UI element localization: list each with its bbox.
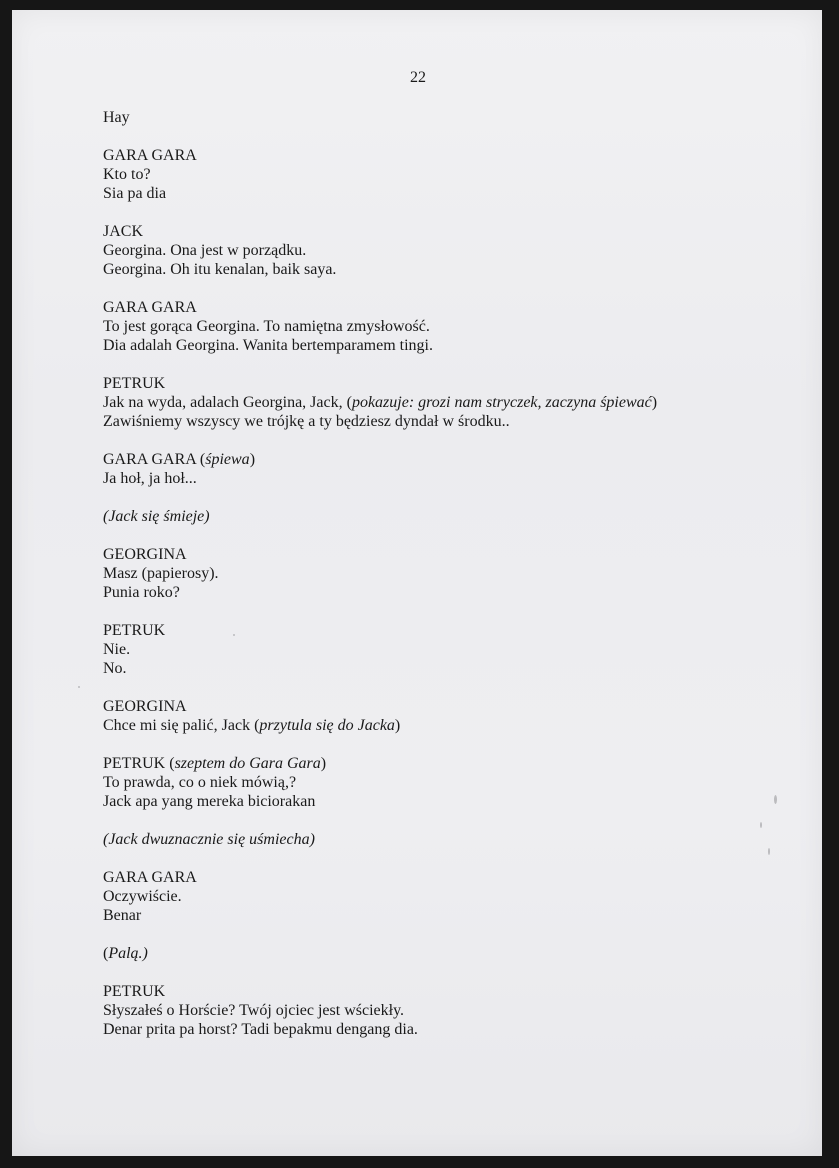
- stage-direction: (Jack dwuznacznie się uśmiecha): [103, 831, 315, 848]
- stage-direction: przytula się do Jacka: [259, 717, 395, 734]
- dialogue-line-with-direction: [103, 716, 803, 735]
- speaker-name: GARA GARA: [103, 869, 197, 886]
- dialogue-polish: Słyszałeś o Horście? Twój ojciec jest wściekły.: [103, 1002, 405, 1019]
- stage-direction: śpiewa: [205, 451, 250, 468]
- dialogue-polish: To prawda, co o niek mówią,?: [103, 774, 297, 791]
- dialogue-polish: To jest gorąca Georgina. To namiętna zmysłowość.: [103, 318, 430, 335]
- script-line-hay: [103, 108, 803, 127]
- dialogue-block-petruk-2: [103, 621, 803, 678]
- speaker-name: PETRUK: [103, 755, 166, 772]
- dialogue-polish: Oczywiście.: [103, 888, 182, 905]
- dialogue-block-petruk-3: [103, 754, 803, 811]
- dialogue-polish: Masz (papierosy).: [103, 565, 219, 582]
- scan-speck: [760, 822, 762, 828]
- stage-direction: (Jack się śmieje): [103, 508, 210, 525]
- speaker-name: PETRUK: [103, 375, 166, 392]
- stage-direction: pokazuje: grozi nam stryczek, zaczyna śpiewać: [351, 394, 652, 411]
- paren-open: (: [195, 451, 206, 468]
- stage-direction-block-2: [103, 830, 803, 849]
- speaker-line: [103, 754, 803, 773]
- dialogue-indonesian: Dia adalah Georgina. Wanita bertemparamem tingi.: [103, 337, 433, 354]
- paren-close: ): [249, 451, 256, 468]
- dialogue-indonesian: Sia pa dia: [103, 185, 167, 202]
- dialogue-block-gara-gara-2: [103, 298, 803, 355]
- dialogue-text: Chce mi się palić, Jack (: [103, 717, 260, 734]
- speaker-name: GEORGINA: [103, 698, 187, 715]
- speaker-name: PETRUK: [103, 622, 166, 639]
- scan-speck: [233, 634, 235, 636]
- dialogue-block-georgina-2: [103, 697, 803, 735]
- dialogue-polish: Ja hoł, ja hoł...: [103, 470, 197, 487]
- stage-direction-block-1: [103, 507, 803, 526]
- speaker-name: PETRUK: [103, 983, 166, 1000]
- dialogue-indonesian: Punia roko?: [103, 584, 180, 601]
- stage-direction-block-3: [103, 944, 803, 963]
- paren-open: (: [103, 945, 109, 962]
- paren-open: (: [165, 755, 175, 772]
- scan-speck: [774, 795, 777, 804]
- dialogue-block-gara-gara-4: [103, 868, 803, 925]
- dialogue-block-gara-gara-3: [103, 450, 803, 488]
- speaker-name: GEORGINA: [103, 546, 187, 563]
- dialogue-indonesian: Georgina. Oh itu kenalan, baik saya.: [103, 261, 337, 278]
- dialogue-indonesian: Jack apa yang mereka biciorakan: [103, 793, 316, 810]
- speaker-name: JACK: [103, 223, 144, 240]
- paren-close: ): [651, 394, 658, 411]
- speaker-name: GARA GARA: [103, 299, 197, 316]
- document-page: [12, 10, 822, 1156]
- scan-speck: [768, 848, 770, 855]
- dialogue-line: Hay: [103, 109, 130, 126]
- page-number: 22: [410, 69, 426, 86]
- dialogue-indonesian: Benar: [103, 907, 142, 924]
- dialogue-block-petruk-4: [103, 982, 803, 1039]
- speaker-name: GARA GARA: [103, 147, 197, 164]
- stage-direction: szeptem do Gara Gara: [174, 755, 321, 772]
- dialogue-polish: Georgina. Ona jest w porządku.: [103, 242, 307, 259]
- dialogue-polish: Kto to?: [103, 166, 151, 183]
- dialogue-line-with-direction: [103, 393, 803, 412]
- dialogue-block-jack: [103, 222, 803, 279]
- dialogue-indonesian: Denar prita pa horst? Tadi bepakmu dengang dia.: [103, 1021, 418, 1038]
- paren-close: ): [394, 717, 401, 734]
- dialogue-block-petruk-1: [103, 374, 803, 431]
- dialogue-block-georgina-1: [103, 545, 803, 602]
- scan-speck: [78, 686, 80, 688]
- speaker-name: GARA GARA: [103, 451, 196, 468]
- paren-close: ): [320, 755, 327, 772]
- dialogue-block-gara-gara-1: [103, 146, 803, 203]
- dialogue-polish: Zawiśniemy wszyscy we trójkę a ty będziesz dyndał w środku..: [103, 413, 510, 430]
- dialogue-indonesian: No.: [103, 660, 127, 677]
- dialogue-polish: Nie.: [103, 641, 131, 658]
- script-content: [103, 108, 803, 1058]
- dialogue-text: Jak na wyda, adalach Georgina, Jack, (: [103, 394, 352, 411]
- stage-direction: Palą.): [108, 945, 148, 962]
- stage-direction-line: [103, 944, 803, 963]
- speaker-line: [103, 450, 803, 469]
